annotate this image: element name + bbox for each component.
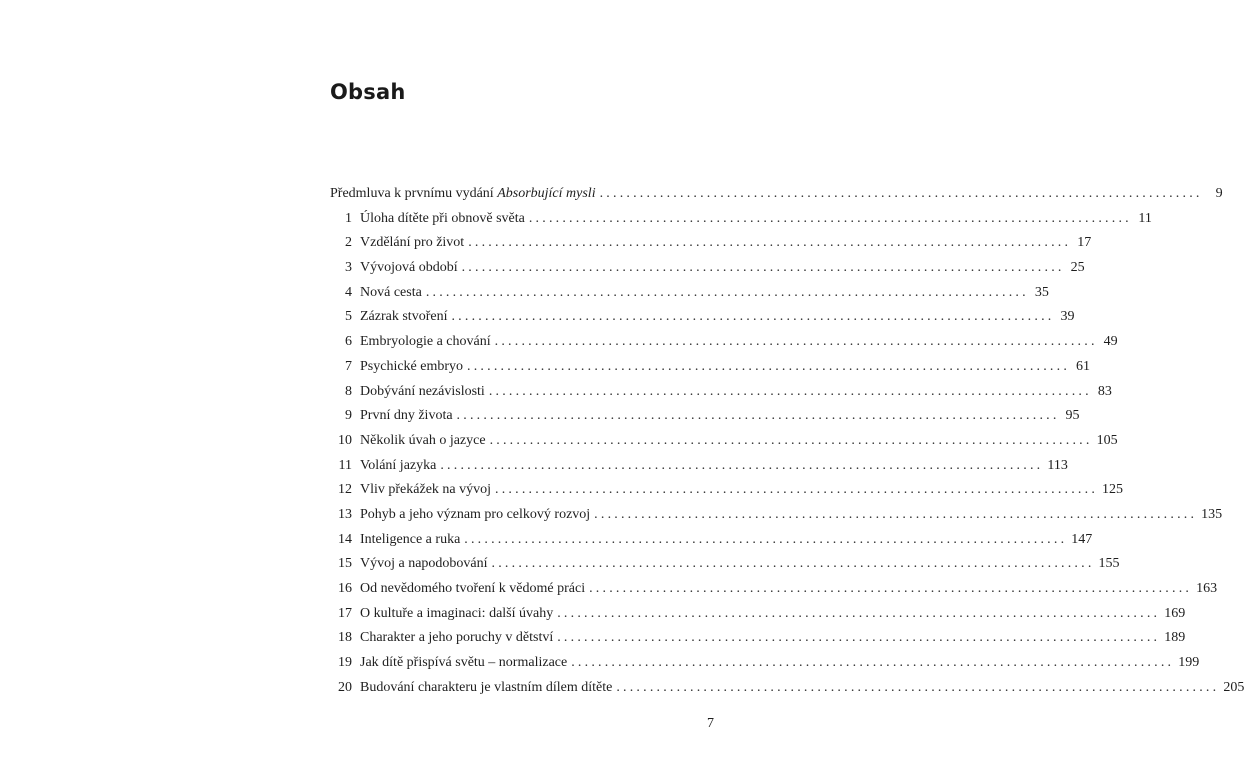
chapter-number: 8 xyxy=(345,383,352,399)
toc-entry-title: Zázrak stvoření xyxy=(360,309,448,325)
toc-row xyxy=(330,256,1085,281)
toc-page-number: 125 xyxy=(1102,482,1124,498)
dot-leader: .......................................................................................... xyxy=(491,556,1095,572)
chapter-number: 13 xyxy=(338,506,352,522)
dot-leader: .......................................................................................... xyxy=(488,383,1092,399)
toc-page-number: 155 xyxy=(1098,556,1120,572)
toc-page-number: 135 xyxy=(1201,506,1223,522)
toc-page-number: 113 xyxy=(1047,457,1068,473)
toc-entry-title: Od nevědomého tvoření k vědomé práci xyxy=(360,581,586,596)
toc-entry-title: Úloha dítěte při obnově světa xyxy=(360,210,525,226)
chapter-number: 2 xyxy=(345,235,352,251)
toc-page-number: 9 xyxy=(1215,186,1223,201)
chapter-number: 20 xyxy=(338,679,352,695)
toc-entry-title: Vzdělání pro život xyxy=(360,235,465,251)
chapter-number: 10 xyxy=(338,432,352,448)
toc-page-number: 61 xyxy=(1076,358,1091,374)
dot-leader: .......................................................................................... xyxy=(594,506,1198,522)
chapter-number: 15 xyxy=(338,556,352,572)
toc-entry-title: Pohyb a jeho význam pro celkový rozvoj xyxy=(360,506,591,522)
chapter-number: 3 xyxy=(345,260,352,276)
dot-leader: .......................................................................................... xyxy=(440,457,1044,473)
toc-page-number: 105 xyxy=(1096,432,1118,448)
toc-row xyxy=(330,552,1120,577)
toc-page-number: 199 xyxy=(1178,655,1200,671)
toc-entry-title: Embryologie a chování xyxy=(360,334,491,350)
toc-page-number: 169 xyxy=(1164,605,1186,621)
toc-row xyxy=(330,478,1124,503)
toc-page-number: 95 xyxy=(1065,408,1080,424)
toc-entry-title: Psychické embryo xyxy=(360,358,464,374)
toc-entry-title: Vliv překážek na vývoj xyxy=(360,482,492,498)
toc-row xyxy=(330,281,1049,306)
toc-page-number: 11 xyxy=(1138,210,1152,226)
toc-entry-title: Inteligence a ruka xyxy=(360,531,461,547)
dot-leader: .......................................................................................... xyxy=(495,482,1099,498)
chapter-number: 11 xyxy=(338,457,352,473)
chapter-number: 18 xyxy=(338,630,352,646)
toc-page-number: 163 xyxy=(1196,581,1218,596)
dot-leader: .......................................................................................... xyxy=(468,235,1072,251)
dot-leader: .......................................................................................... xyxy=(456,408,1060,424)
toc-row xyxy=(330,231,1092,256)
dot-leader: .......................................................................................... xyxy=(489,432,1093,448)
toc-row-preface xyxy=(330,182,1223,207)
toc-entry-title: Volání jazyka xyxy=(360,457,437,473)
table-of-contents xyxy=(330,182,1244,700)
toc-entry-title: Dobývání nezávislosti xyxy=(360,383,485,399)
chapter-number: 5 xyxy=(345,309,352,325)
chapter-number: 1 xyxy=(345,210,352,226)
toc-entry-title: Budování charakteru je vlastním dílem dítěte xyxy=(360,679,613,695)
dot-leader: .......................................................................................... xyxy=(464,531,1068,547)
chapter-list xyxy=(330,207,1244,701)
dot-leader: .......................................................................................... xyxy=(528,210,1132,226)
toc-page-number: 25 xyxy=(1070,260,1085,276)
dot-leader: .......................................................................................... xyxy=(557,605,1161,621)
toc-row xyxy=(330,676,1244,701)
dot-leader: .......................................................................................... xyxy=(599,186,1203,201)
toc-page-number: 189 xyxy=(1164,630,1186,646)
toc-row xyxy=(330,404,1080,429)
toc-page-number: 49 xyxy=(1103,334,1118,350)
toc-page-number: 147 xyxy=(1071,531,1093,547)
dot-leader: .......................................................................................... xyxy=(571,655,1175,671)
dot-leader: .......................................................................................... xyxy=(425,284,1029,300)
toc-entry-title xyxy=(330,182,596,207)
toc-row xyxy=(330,651,1200,676)
chapter-number: 19 xyxy=(338,655,352,671)
toc-row xyxy=(330,207,1152,232)
dot-leader: .......................................................................................... xyxy=(616,679,1220,695)
page-number: 7 xyxy=(707,716,714,731)
toc-page-number: 35 xyxy=(1034,284,1049,300)
chapter-number: 16 xyxy=(338,581,352,596)
toc-entry-title: První dny života xyxy=(360,408,453,424)
toc-page-number: 205 xyxy=(1223,679,1244,695)
toc-page-number: 17 xyxy=(1077,235,1092,251)
chapter-number: 17 xyxy=(338,605,352,621)
toc-entry-title: Několik úvah o jazyce xyxy=(360,432,486,448)
toc-row xyxy=(330,602,1186,627)
dot-leader: .......................................................................................... xyxy=(589,581,1193,596)
preface-book-title: Absorbující mysli xyxy=(497,186,596,201)
dot-leader: .......................................................................................... xyxy=(494,334,1098,350)
toc-page-number: 39 xyxy=(1060,309,1075,325)
toc-row xyxy=(330,528,1093,553)
toc-row xyxy=(330,355,1091,380)
toc-entry-title: Jak dítě přispívá světu – normalizace xyxy=(360,655,568,671)
dot-leader: .......................................................................................... xyxy=(557,630,1161,646)
toc-page-number: 83 xyxy=(1097,383,1112,399)
toc-entry-title: Charakter a jeho poruchy v dětství xyxy=(360,630,554,646)
toc-row xyxy=(330,429,1118,454)
toc-row xyxy=(330,305,1075,330)
chapter-number: 12 xyxy=(338,482,352,498)
toc-row xyxy=(330,503,1223,528)
page-title: Obsah xyxy=(330,80,406,104)
toc-entry-title: Vývoj a napodobování xyxy=(360,556,488,572)
chapter-number: 7 xyxy=(345,358,352,374)
toc-entry-title: O kultuře a imaginaci: další úvahy xyxy=(360,605,554,621)
dot-leader: .......................................................................................... xyxy=(461,260,1065,276)
toc-row xyxy=(330,454,1068,479)
toc-row xyxy=(330,577,1218,602)
chapter-number: 9 xyxy=(345,408,352,424)
chapter-number: 14 xyxy=(338,531,352,547)
preface-label: Předmluva k prvnímu vydání xyxy=(330,186,498,201)
dot-leader: .......................................................................................... xyxy=(467,358,1071,374)
chapter-number: 4 xyxy=(345,284,352,300)
chapter-number: 6 xyxy=(345,334,352,350)
toc-entry-title: Nová cesta xyxy=(360,284,422,300)
dot-leader: .......................................................................................... xyxy=(451,309,1055,325)
toc-entry-title: Vývojová období xyxy=(360,260,458,276)
toc-row xyxy=(330,330,1118,355)
toc-row xyxy=(330,380,1112,405)
toc-row xyxy=(330,626,1186,651)
